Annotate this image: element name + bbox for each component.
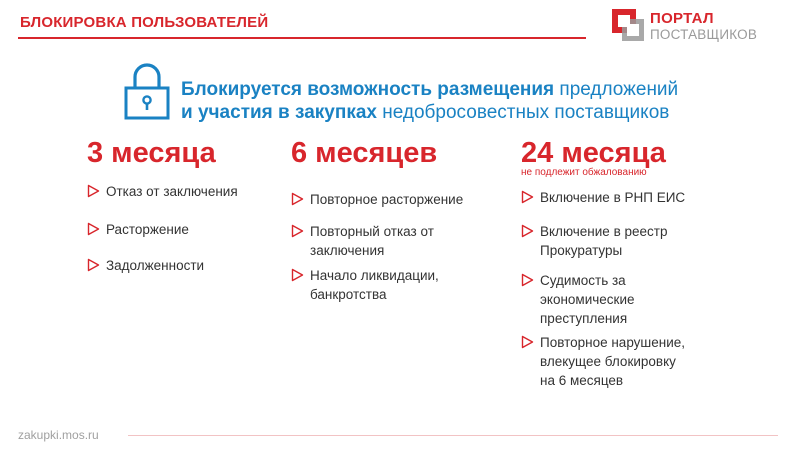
headline-bold-2: и участия в закупках [181, 102, 377, 123]
triangle-bullet-icon [291, 224, 304, 238]
list-item-text: Включение в реестр Прокуратуры [540, 224, 668, 258]
column-title: 6 месяцев [291, 137, 438, 169]
column-title: 24 месяца [521, 137, 666, 169]
headline-regular-1: предложений [554, 79, 679, 100]
column-24-months [521, 136, 666, 179]
logo-text-line2: ПОСТАВЩИКОВ [650, 27, 758, 42]
list-item-text: Повторное расторжение [310, 192, 464, 207]
footer-rule [128, 435, 778, 436]
triangle-bullet-icon [87, 258, 100, 272]
triangle-bullet-icon [521, 273, 534, 287]
portal-logo[interactable] [612, 9, 782, 43]
list-item-text: Задолженности [106, 258, 205, 273]
triangle-bullet-icon [521, 190, 534, 204]
title-underline [18, 37, 586, 39]
slide-title: БЛОКИРОВКА ПОЛЬЗОВАТЕЛЕЙ [20, 14, 269, 31]
triangle-bullet-icon [521, 224, 534, 238]
list-item-text: Судимость за экономические преступления [540, 273, 635, 326]
triangle-bullet-icon [291, 268, 304, 282]
triangle-bullet-icon [87, 184, 100, 198]
list-item-text: Начало ликвидации, банкротства [310, 268, 439, 302]
triangle-bullet-icon [291, 192, 304, 206]
list-item-text: Повторное нарушение, влекущее блокировку на 6 месяцев [540, 335, 686, 388]
list-item-text: Повторный отказ от заключения [310, 224, 434, 258]
logo-text-line1: ПОРТАЛ [650, 10, 714, 27]
list-item-text: Включение в РНП ЕИС [540, 190, 686, 205]
column-6-months [291, 136, 437, 170]
triangle-bullet-icon [87, 222, 100, 236]
list-item-text: Расторжение [106, 222, 189, 237]
logo-mark-icon [612, 9, 644, 41]
headline [181, 78, 741, 124]
headline-bold-1: Блокируется возможность размещения [181, 79, 555, 100]
footer-url[interactable]: zakupki.mos.ru [18, 428, 99, 442]
lock-icon [124, 62, 170, 120]
list-item-text: Отказ от заключения [106, 184, 238, 199]
column-note: не подлежит обжалованию [521, 167, 647, 178]
triangle-bullet-icon [521, 335, 534, 349]
headline-regular-2: недобросовестных поставщиков [376, 102, 670, 123]
column-3-months [87, 136, 216, 170]
column-title: 3 месяца [87, 137, 216, 169]
